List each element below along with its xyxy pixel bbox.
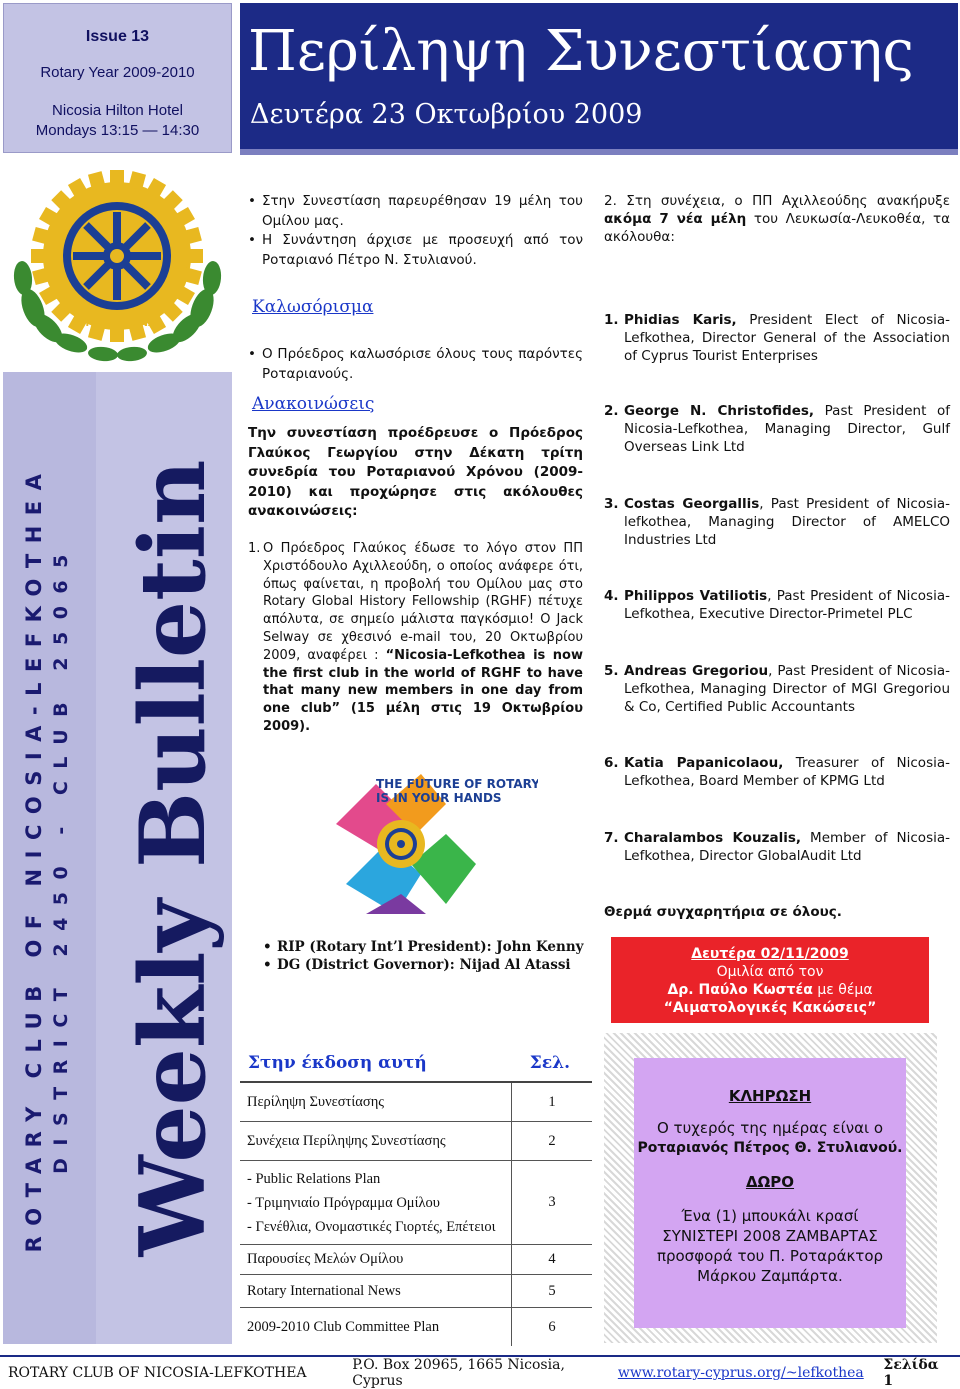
rip-line: • RIP (Rotary Int’l President): John Kenny <box>263 938 593 956</box>
bullet-welcome: • Ο Πρόεδρος καλωσόρισε όλους τους παρόντες Ροταριανούς. <box>248 345 583 384</box>
list-item <box>604 402 950 456</box>
weekly-bulletin-title: Weekly Bulletin <box>120 459 226 1257</box>
contents-item: - Public Relations Plan <box>247 1170 381 1187</box>
contents-page: 5 <box>548 1282 556 1299</box>
contents-item: 2009-2010 Club Committee Plan <box>247 1318 440 1335</box>
welcome-heading: Καλωσόρισμα <box>252 297 374 317</box>
contents-page: 1 <box>548 1093 556 1110</box>
future-line1: THE FUTURE OF ROTARY <box>376 777 538 791</box>
member-name: Philippos Vatiliotis <box>624 588 768 604</box>
intro-text: 2. Στη συνέχεια, ο ΠΠ Αχιλλεούδης ανακήρυξε <box>604 193 950 209</box>
dg-line: • DG (District Governor): Nijad Al Atassi <box>263 956 593 974</box>
page-footer <box>0 1355 960 1389</box>
list-item <box>604 754 950 790</box>
contents-header <box>240 1045 592 1083</box>
table-row <box>240 1161 592 1245</box>
rotary-wheel-icon <box>3 158 232 372</box>
raffle-box <box>634 1058 906 1328</box>
next-topic: “Αιματολογικές Κακώσεις” <box>663 1000 877 1016</box>
footer-page-number: Σελίδα 1 <box>883 1357 939 1389</box>
new-members-intro <box>604 192 950 246</box>
raffle-line: Ο τυχερός της ημέρας είναι ο <box>656 1119 884 1137</box>
next-meeting-box <box>611 937 929 1023</box>
page-date: Δευτέρα 23 Οκτωβρίου 2009 <box>250 99 643 130</box>
list-item <box>604 311 950 365</box>
list-item <box>604 662 950 716</box>
member-number: 3. <box>604 496 619 512</box>
list-item <box>604 587 950 623</box>
raffle-frame <box>604 1033 937 1343</box>
contents-table <box>240 1045 592 1346</box>
contents-item: Rotary International News <box>247 1282 401 1299</box>
venue-line2: Mondays 13:15 — 14:30 <box>35 122 200 139</box>
district-vertical: DISTRICT 2450 - CLUB 25065 <box>50 542 72 1174</box>
raffle-winner: Ροταριανός Πέτρος Θ. Στυλιανού. <box>637 1140 903 1156</box>
raffle-heading: ΚΛΗΡΩΣΗ <box>728 1087 812 1105</box>
list-item <box>604 495 950 549</box>
contents-heading: Στην έκδοση αυτή <box>248 1053 427 1073</box>
next-meeting-date: Δευτέρα 02/11/2009 <box>691 946 849 962</box>
member-number: 5. <box>604 663 619 679</box>
contents-page: 4 <box>548 1251 556 1267</box>
table-row <box>240 1122 592 1161</box>
rotary-year: Rotary Year 2009-2010 <box>40 64 195 81</box>
future-of-rotary-image <box>326 764 538 924</box>
item-number: 1. <box>248 541 261 556</box>
small-wheel-icon <box>377 820 425 868</box>
logo-text-bottom: INTERNATIONAL <box>71 318 163 329</box>
contents-page: 3 <box>548 1194 556 1210</box>
footer-address: P.O. Box 20965, 1665 Nicosia, Cyprus <box>352 1357 565 1389</box>
intro-text-end: του Λευκωσία-Λευκοθέα, τα ακόλουθα: <box>604 211 950 245</box>
venue-line1: Nicosia Hilton Hotel <box>52 102 183 119</box>
footer-club: ROTARY CLUB OF NICOSIA-LEFKOTHEA <box>8 1365 307 1381</box>
bullet-prayer: • Η Συνάντηση άρχισε με προσευχή από τον Ρoταριανό Πέτρο Ν. Στυλιανού. <box>248 231 583 270</box>
table-row <box>240 1083 592 1122</box>
table-row <box>240 1275 592 1308</box>
vertical-club-text <box>3 372 95 1344</box>
contents-item: - Τριμηνιαίο Πρόγραμμα Ομίλου <box>247 1194 440 1211</box>
table-row <box>240 1308 592 1346</box>
contents-page: 2 <box>548 1132 556 1149</box>
contents-item: Παρουσίες Μελών Ομίλου <box>247 1251 404 1267</box>
congratulations: Θερμά συγχαρητήρια σε όλους. <box>604 904 842 920</box>
venue <box>4 101 231 141</box>
member-desc: , Past President of Nicosia-lefkothea, Managing Director of AMELCO Industries Ltd <box>624 496 950 548</box>
attendance-bullets <box>248 192 583 270</box>
officers-list <box>263 938 593 974</box>
member-name: Andreas Gregoriou <box>624 663 769 679</box>
intro-bold: ακόμα 7 νέα μέλη <box>604 211 747 227</box>
gift-heading: ΔΩΡΟ <box>745 1173 795 1191</box>
member-number: 2. <box>604 403 619 419</box>
announcement-item-1 <box>248 540 583 736</box>
item-quote: “Nicosia-Lefkothea is now the first club in the world of RGHF to have that many new members in one day from one club” (15 μέλη στις 19 Οκτωβρίου 2009). <box>263 647 583 734</box>
contents-item: Περίληψη Συνεστίασης <box>247 1093 385 1110</box>
masthead-info-box <box>3 3 232 153</box>
member-name: Katia Papanicolaou, <box>624 755 784 771</box>
announcements-heading: Ανακοινώσεις <box>252 394 375 414</box>
member-number: 6. <box>604 755 619 771</box>
gift-text: Ένα (1) μπουκάλι κρασί ΣΥΝΙΣΤΕΡΙ 2008 ΖΑΜΒΑΡΤΑΣ προσφορά του Π. Ροταράκτορ Μάρκου Ζαμπάρτα. <box>656 1207 884 1285</box>
member-number: 7. <box>604 830 619 846</box>
page-title: Περίληψη Συνεστίασης <box>248 19 914 84</box>
club-name-vertical: ROTARY CLUB OF NICOSIA-LEFKOTHEA <box>22 463 46 1253</box>
member-name: Phidias Karis, <box>624 312 737 328</box>
contents-item: - Γενέθλια, Ονομαστικές Γιορτές, Επέτειοι <box>247 1218 496 1235</box>
footer-url-link[interactable]: www.rotary-cyprus.org/~lefkothea <box>617 1365 864 1381</box>
member-desc: , Past President of Nicosia-Lefkothea, Executive Director-Primetel PLC <box>624 588 950 622</box>
member-desc: Treasurer of Nicosia-Lefkothea, Board Member of KPMG Ltd <box>624 755 950 789</box>
member-desc: , Past President of Nicosia-Lefkothea, Managing Director of MGI Gregoriou & Co, Certified Public Accountants <box>624 663 950 715</box>
next-speaker: Δρ. Παύλο Κωστέα <box>667 982 813 998</box>
next-meeting-talk: Ομιλία από τον <box>716 964 824 980</box>
announcements-intro: Την συνεστίαση προέδρευσε ο Πρόεδρος Γλαύκος Γεωργίου στην Δέκατη τρίτη συνεδρία του Ροταριανού Χρόνου (2009-2010) και προχώρησε στις ακόλουθες ανακοινώσεις: <box>248 425 583 519</box>
logo-text-top: ROTARY <box>88 187 146 202</box>
welcome-bullets <box>248 345 583 384</box>
list-item <box>604 829 950 865</box>
member-name: Charalambos Kouzalis, <box>624 830 802 846</box>
weekly-bulletin-vertical <box>96 372 232 1344</box>
item-text: Ο Πρόεδρος Γλαύκος έδωσε το λόγο στον ΠΠ Χριστόδουλο Αχιλλεούδη, ο οποίος ανάφερε ότι, όπως φαίνεται, η προβολή του Ομίλου μας στο Rotary Global History Fellowship (RGHF) πέτυχε απόλυτα, σε σημείο μάλιστα παγκόσμιο! Ο Jack Selway σε χθεσινό e-mail του, 20 Οκτωβρίου 2009, αναφέρει : <box>263 541 583 663</box>
member-desc: Past President of Nicosia-Lefkothea, Managing Director, Gulf Overseas Link Ltd <box>624 403 950 455</box>
page-header <box>240 3 958 155</box>
member-desc: President Elect of Nicosia-Lefkothea, Director General of the Association of Cyprus Tourist Enterprises <box>624 312 950 364</box>
contents-item: Συνέχεια Περίληψης Συνεστίασης <box>247 1132 446 1149</box>
member-name: Costas Georgallis <box>624 496 760 512</box>
member-name: George N. Christofides, <box>624 403 815 419</box>
contents-page-heading: Σελ. <box>529 1053 570 1073</box>
member-number: 1. <box>604 312 619 328</box>
member-number: 4. <box>604 588 619 604</box>
next-speaker-topic-lead: με θέμα <box>812 982 873 998</box>
table-row <box>240 1245 592 1275</box>
issue-number: Issue 13 <box>85 28 150 45</box>
member-desc: Member of Nicosia-Lefkothea, Director GlobalAudit Ltd <box>624 830 950 864</box>
bullet-attendance: • Στην Συνεστίαση παρευρέθησαν 19 μέλη του Ομίλου μας. <box>248 192 583 231</box>
contents-page: 6 <box>548 1318 556 1335</box>
rotary-logo <box>3 158 232 372</box>
future-line2: IS IN YOUR HANDS <box>376 791 502 805</box>
